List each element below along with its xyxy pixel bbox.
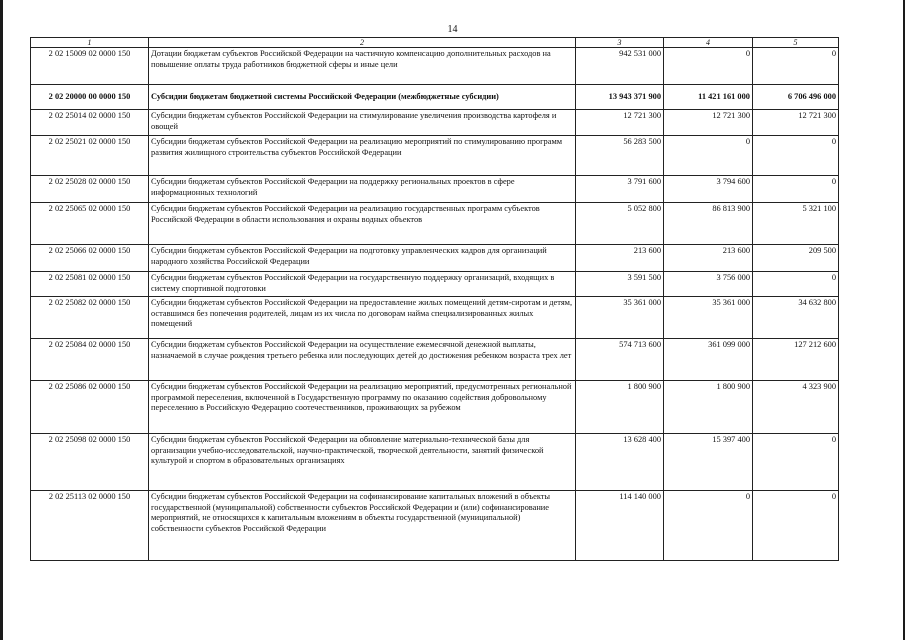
row-code: 2 02 25081 02 0000 150 bbox=[31, 272, 149, 297]
row-amount-2: 15 397 400 bbox=[664, 434, 753, 491]
table-row bbox=[31, 136, 839, 176]
table-row bbox=[31, 297, 839, 339]
row-amount-3: 4 323 900 bbox=[753, 381, 839, 434]
row-name: Субсидии бюджетам субъектов Российской Федерации на поддержку региональных проектов в сфере информационных технологий bbox=[149, 176, 576, 203]
row-amount-3: 0 bbox=[753, 434, 839, 491]
row-amount-1: 1 800 900 bbox=[576, 381, 664, 434]
row-name: Субсидии бюджетам субъектов Российской Федерации на софинансирование капитальных вложений в объекты государственной (муниципальной) собственности субъектов Российской Федерации и (или) софинансирование мероприятий, не относящихся к капитальным вложениям в объекты государственной (муниципальной) собственности субъектов Российской Федерации bbox=[149, 491, 576, 561]
row-amount-3: 0 bbox=[753, 48, 839, 85]
row-amount-2: 1 800 900 bbox=[664, 381, 753, 434]
row-amount-2: 0 bbox=[664, 136, 753, 176]
row-amount-3: 12 721 300 bbox=[753, 110, 839, 136]
row-code: 2 02 25082 02 0000 150 bbox=[31, 297, 149, 339]
row-name: Субсидии бюджетам субъектов Российской Федерации на предоставление жилых помещений детям-сиротам и детям, оставшимся без попечения родителей, лицам из их числа по договорам найма специализированных жилых помещений bbox=[149, 297, 576, 339]
row-amount-1: 114 140 000 bbox=[576, 491, 664, 561]
row-amount-3: 5 321 100 bbox=[753, 203, 839, 245]
row-amount-1: 5 052 800 bbox=[576, 203, 664, 245]
row-name: Субсидии бюджетам субъектов Российской Федерации на реализацию мероприятий, предусмотренных региональной программой переселения, включенной в Государственную программу по оказанию содействия добровольному переселению в Российскую Федерацию соотечественников, проживающих за рубежом bbox=[149, 381, 576, 434]
table-row bbox=[31, 203, 839, 245]
table-row bbox=[31, 176, 839, 203]
row-code: 2 02 25021 02 0000 150 bbox=[31, 136, 149, 176]
row-name: Субсидии бюджетам субъектов Российской Федерации на осуществление ежемесячной денежной выплаты, назначаемой в случае рождения третьего ребенка или последующих детей до достижения ребенком возраста трех лет bbox=[149, 339, 576, 381]
column-header-name: 2 bbox=[149, 38, 576, 48]
row-code: 2 02 25028 02 0000 150 bbox=[31, 176, 149, 203]
row-amount-1: 13 628 400 bbox=[576, 434, 664, 491]
row-amount-1: 56 283 500 bbox=[576, 136, 664, 176]
document-sheet bbox=[30, 37, 839, 561]
row-amount-3: 0 bbox=[753, 176, 839, 203]
row-amount-2: 3 794 600 bbox=[664, 176, 753, 203]
row-amount-3: 0 bbox=[753, 491, 839, 561]
row-name: Субсидии бюджетам субъектов Российской Федерации на реализацию государственных программ субъектов Российской Федерации в области использования и охраны водных объектов bbox=[149, 203, 576, 245]
row-amount-3: 127 212 600 bbox=[753, 339, 839, 381]
row-amount-1: 942 531 000 bbox=[576, 48, 664, 85]
row-amount-1: 3 791 600 bbox=[576, 176, 664, 203]
row-amount-2: 361 099 000 bbox=[664, 339, 753, 381]
row-code: 2 02 25098 02 0000 150 bbox=[31, 434, 149, 491]
row-amount-2: 35 361 000 bbox=[664, 297, 753, 339]
scan-left-edge bbox=[0, 0, 3, 640]
table-row bbox=[31, 245, 839, 272]
row-amount-1: 12 721 300 bbox=[576, 110, 664, 136]
row-code: 2 02 25014 02 0000 150 bbox=[31, 110, 149, 136]
row-amount-2: 86 813 900 bbox=[664, 203, 753, 245]
row-amount-3: 209 500 bbox=[753, 245, 839, 272]
page-number: 14 bbox=[447, 24, 458, 35]
table-row bbox=[31, 491, 839, 561]
row-amount-2: 11 421 161 000 bbox=[664, 85, 753, 110]
row-amount-2: 213 600 bbox=[664, 245, 753, 272]
column-header-amount-3: 5 bbox=[753, 38, 839, 48]
row-amount-1: 35 361 000 bbox=[576, 297, 664, 339]
row-code: 2 02 25066 02 0000 150 bbox=[31, 245, 149, 272]
row-code: 2 02 20000 00 0000 150 bbox=[31, 85, 149, 110]
row-amount-1: 213 600 bbox=[576, 245, 664, 272]
table-row-total bbox=[31, 85, 839, 110]
row-name: Субсидии бюджетам субъектов Российской Федерации на подготовку управленческих кадров для организаций народного хозяйства Российской Федерации bbox=[149, 245, 576, 272]
table-row bbox=[31, 434, 839, 491]
row-code: 2 02 25113 02 0000 150 bbox=[31, 491, 149, 561]
row-amount-2: 3 756 000 bbox=[664, 272, 753, 297]
row-amount-3: 0 bbox=[753, 272, 839, 297]
table-row bbox=[31, 339, 839, 381]
row-name: Субсидии бюджетам субъектов Российской Федерации на реализацию мероприятий по стимулированию программ развития жилищного строительства субъектов Российской Федерации bbox=[149, 136, 576, 176]
table-row bbox=[31, 272, 839, 297]
column-header-amount-2: 4 bbox=[664, 38, 753, 48]
row-amount-1: 3 591 500 bbox=[576, 272, 664, 297]
column-number-header-row bbox=[31, 38, 839, 48]
row-name: Субсидии бюджетам субъектов Российской Федерации на обновление материально-технической базы для организации учебно-исследовательской, научно-практической, творческой деятельности, занятий физической культурой и спортом в образовательных организациях bbox=[149, 434, 576, 491]
row-amount-3: 34 632 800 bbox=[753, 297, 839, 339]
row-amount-2: 0 bbox=[664, 491, 753, 561]
budget-revenue-table bbox=[30, 37, 839, 561]
row-code: 2 02 25065 02 0000 150 bbox=[31, 203, 149, 245]
row-code: 2 02 25086 02 0000 150 bbox=[31, 381, 149, 434]
row-amount-2: 0 bbox=[664, 48, 753, 85]
table-row bbox=[31, 381, 839, 434]
table-row bbox=[31, 110, 839, 136]
row-name: Дотации бюджетам субъектов Российской Федерации на частичную компенсацию дополнительных расходов на повышение оплаты труда работников бюджетной сферы и иные цели bbox=[149, 48, 576, 85]
row-amount-3: 0 bbox=[753, 136, 839, 176]
row-amount-3: 6 706 496 000 bbox=[753, 85, 839, 110]
row-name: Субсидии бюджетам субъектов Российской Федерации на стимулирование увеличения производства картофеля и овощей bbox=[149, 110, 576, 136]
row-code: 2 02 25084 02 0000 150 bbox=[31, 339, 149, 381]
row-amount-1: 574 713 600 bbox=[576, 339, 664, 381]
table-row bbox=[31, 48, 839, 85]
column-header-amount-1: 3 bbox=[576, 38, 664, 48]
row-amount-2: 12 721 300 bbox=[664, 110, 753, 136]
column-header-code: 1 bbox=[31, 38, 149, 48]
row-name: Субсидии бюджетам субъектов Российской Федерации на государственную поддержку организаций, входящих в систему спортивной подготовки bbox=[149, 272, 576, 297]
row-name: Субсидии бюджетам бюджетной системы Российской Федерации (межбюджетные субсидии) bbox=[149, 85, 576, 110]
row-code: 2 02 15009 02 0000 150 bbox=[31, 48, 149, 85]
row-amount-1: 13 943 371 900 bbox=[576, 85, 664, 110]
